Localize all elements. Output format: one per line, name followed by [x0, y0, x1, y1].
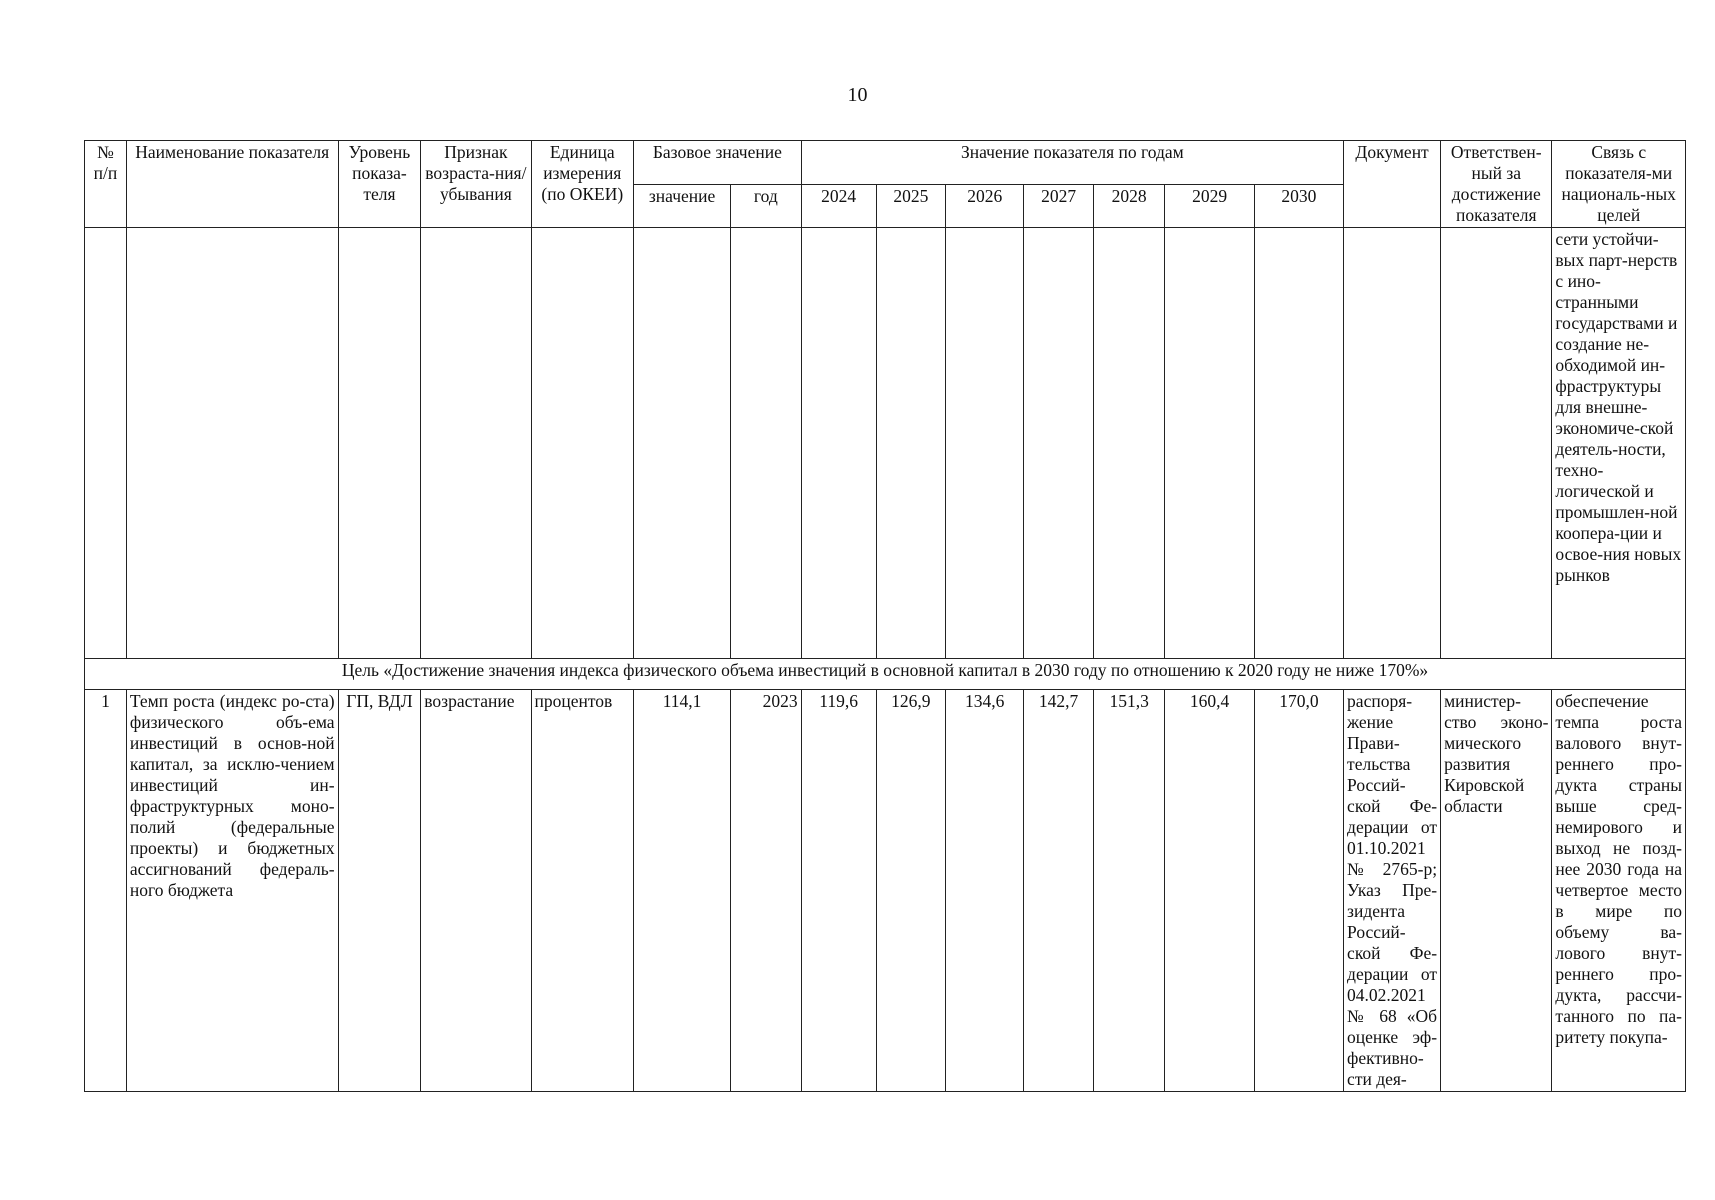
year-value: 119,6: [801, 690, 876, 1092]
continued-cell: [126, 228, 338, 659]
continued-cell: [421, 228, 531, 659]
header-base-value: значение: [634, 184, 731, 228]
header-num: № п/п: [85, 141, 127, 228]
indicator-unit: процентов: [531, 690, 634, 1092]
page-number: 10: [847, 84, 868, 106]
continued-cell: [801, 228, 876, 659]
continued-link-cell: сети устойчи-вых парт-нерств с ино-странными государствами и создание не-обходимой ин-фраструктуры для внешне-экономиче-ской деятель-ности, техно-логической и промышлен-ной коопера-ции и освое-ния новых рынков: [1552, 228, 1686, 659]
continued-cell: [1093, 228, 1165, 659]
header-base: Базовое значение: [634, 141, 802, 185]
indicator-name: Темп роста (индекс ро-ста) физического объ-ема инвестиций в основ-ной капитал, за исклю-чением инвестиций ин-фраструктурных моно-полий (федеральные проекты) и бюджетных ассигнований федераль-ного бюджета: [126, 690, 338, 1092]
base-value: 114,1: [634, 690, 731, 1092]
continued-cell: [1165, 228, 1254, 659]
continued-cell: [338, 228, 421, 659]
continued-cell: [1441, 228, 1552, 659]
header-year: 2030: [1254, 184, 1343, 228]
header-document: Документ: [1344, 141, 1441, 228]
year-value: 151,3: [1093, 690, 1165, 1092]
table-row: [85, 690, 1686, 1092]
continued-row: [85, 228, 1686, 659]
year-value: 160,4: [1165, 690, 1254, 1092]
header-name: Наименование показателя: [126, 141, 338, 228]
header-year: 2027: [1024, 184, 1093, 228]
header-year: 2029: [1165, 184, 1254, 228]
year-value: 142,7: [1024, 690, 1093, 1092]
year-value: 126,9: [876, 690, 945, 1092]
header-base-year: год: [731, 184, 802, 228]
responsible-cell: министер-ство эконо-мического развития Кировской области: [1441, 690, 1552, 1092]
header-year: 2028: [1093, 184, 1165, 228]
continued-cell: [1254, 228, 1343, 659]
row-num: 1: [85, 690, 127, 1092]
indicators-table: [84, 140, 1686, 1092]
base-year: 2023: [731, 690, 802, 1092]
continued-cell: [1344, 228, 1441, 659]
continued-cell: [876, 228, 945, 659]
header-year: 2024: [801, 184, 876, 228]
header-row-1: [85, 141, 1686, 185]
year-value: 170,0: [1254, 690, 1343, 1092]
continued-cell: [85, 228, 127, 659]
continued-cell: [731, 228, 802, 659]
indicator-level: ГП, ВДЛ: [338, 690, 421, 1092]
national-goal-link-cell: обеспечение темпа роста валового внут-реннего про-дукта страны выше сред-немирового и выход не позд-нее 2030 года на четвертое место в мире по объему ва-лового внут-реннего про-дукта, рассчи-танного по па-ритету покупа-: [1552, 690, 1686, 1092]
continued-cell: [946, 228, 1024, 659]
indicator-trend: возрастание: [421, 690, 531, 1092]
header-by-years: Значение показателя по годам: [801, 141, 1343, 185]
goal-title: Цель «Достижение значения индекса физического объема инвестиций в основной капитал в 2030 году по отношению к 2020 году не ниже 170%»: [85, 659, 1686, 690]
header-unit: Единица измерения (по ОКЕИ): [531, 141, 634, 228]
year-value: 134,6: [946, 690, 1024, 1092]
continued-cell: [1024, 228, 1093, 659]
continued-cell: [634, 228, 731, 659]
header-link: Связь с показателя-ми националь-ных целей: [1552, 141, 1686, 228]
header-trend: Признак возраста-ния/ убывания: [421, 141, 531, 228]
header-year: 2025: [876, 184, 945, 228]
header-level: Уровень показа-теля: [338, 141, 421, 228]
continued-cell: [531, 228, 634, 659]
header-responsible: Ответствен-ный за достижение показателя: [1441, 141, 1552, 228]
header-year: 2026: [946, 184, 1024, 228]
goal-row: [85, 659, 1686, 690]
document-cell: распоря-жение Прави-тельства Россий-ской Фе-дерации от 01.10.2021 № 2765-р; Указ Пре-зидента Россий-ской Фе-дерации от 04.02.2021 № 68 «Об оценке эф-фективно-сти дея-: [1344, 690, 1441, 1092]
